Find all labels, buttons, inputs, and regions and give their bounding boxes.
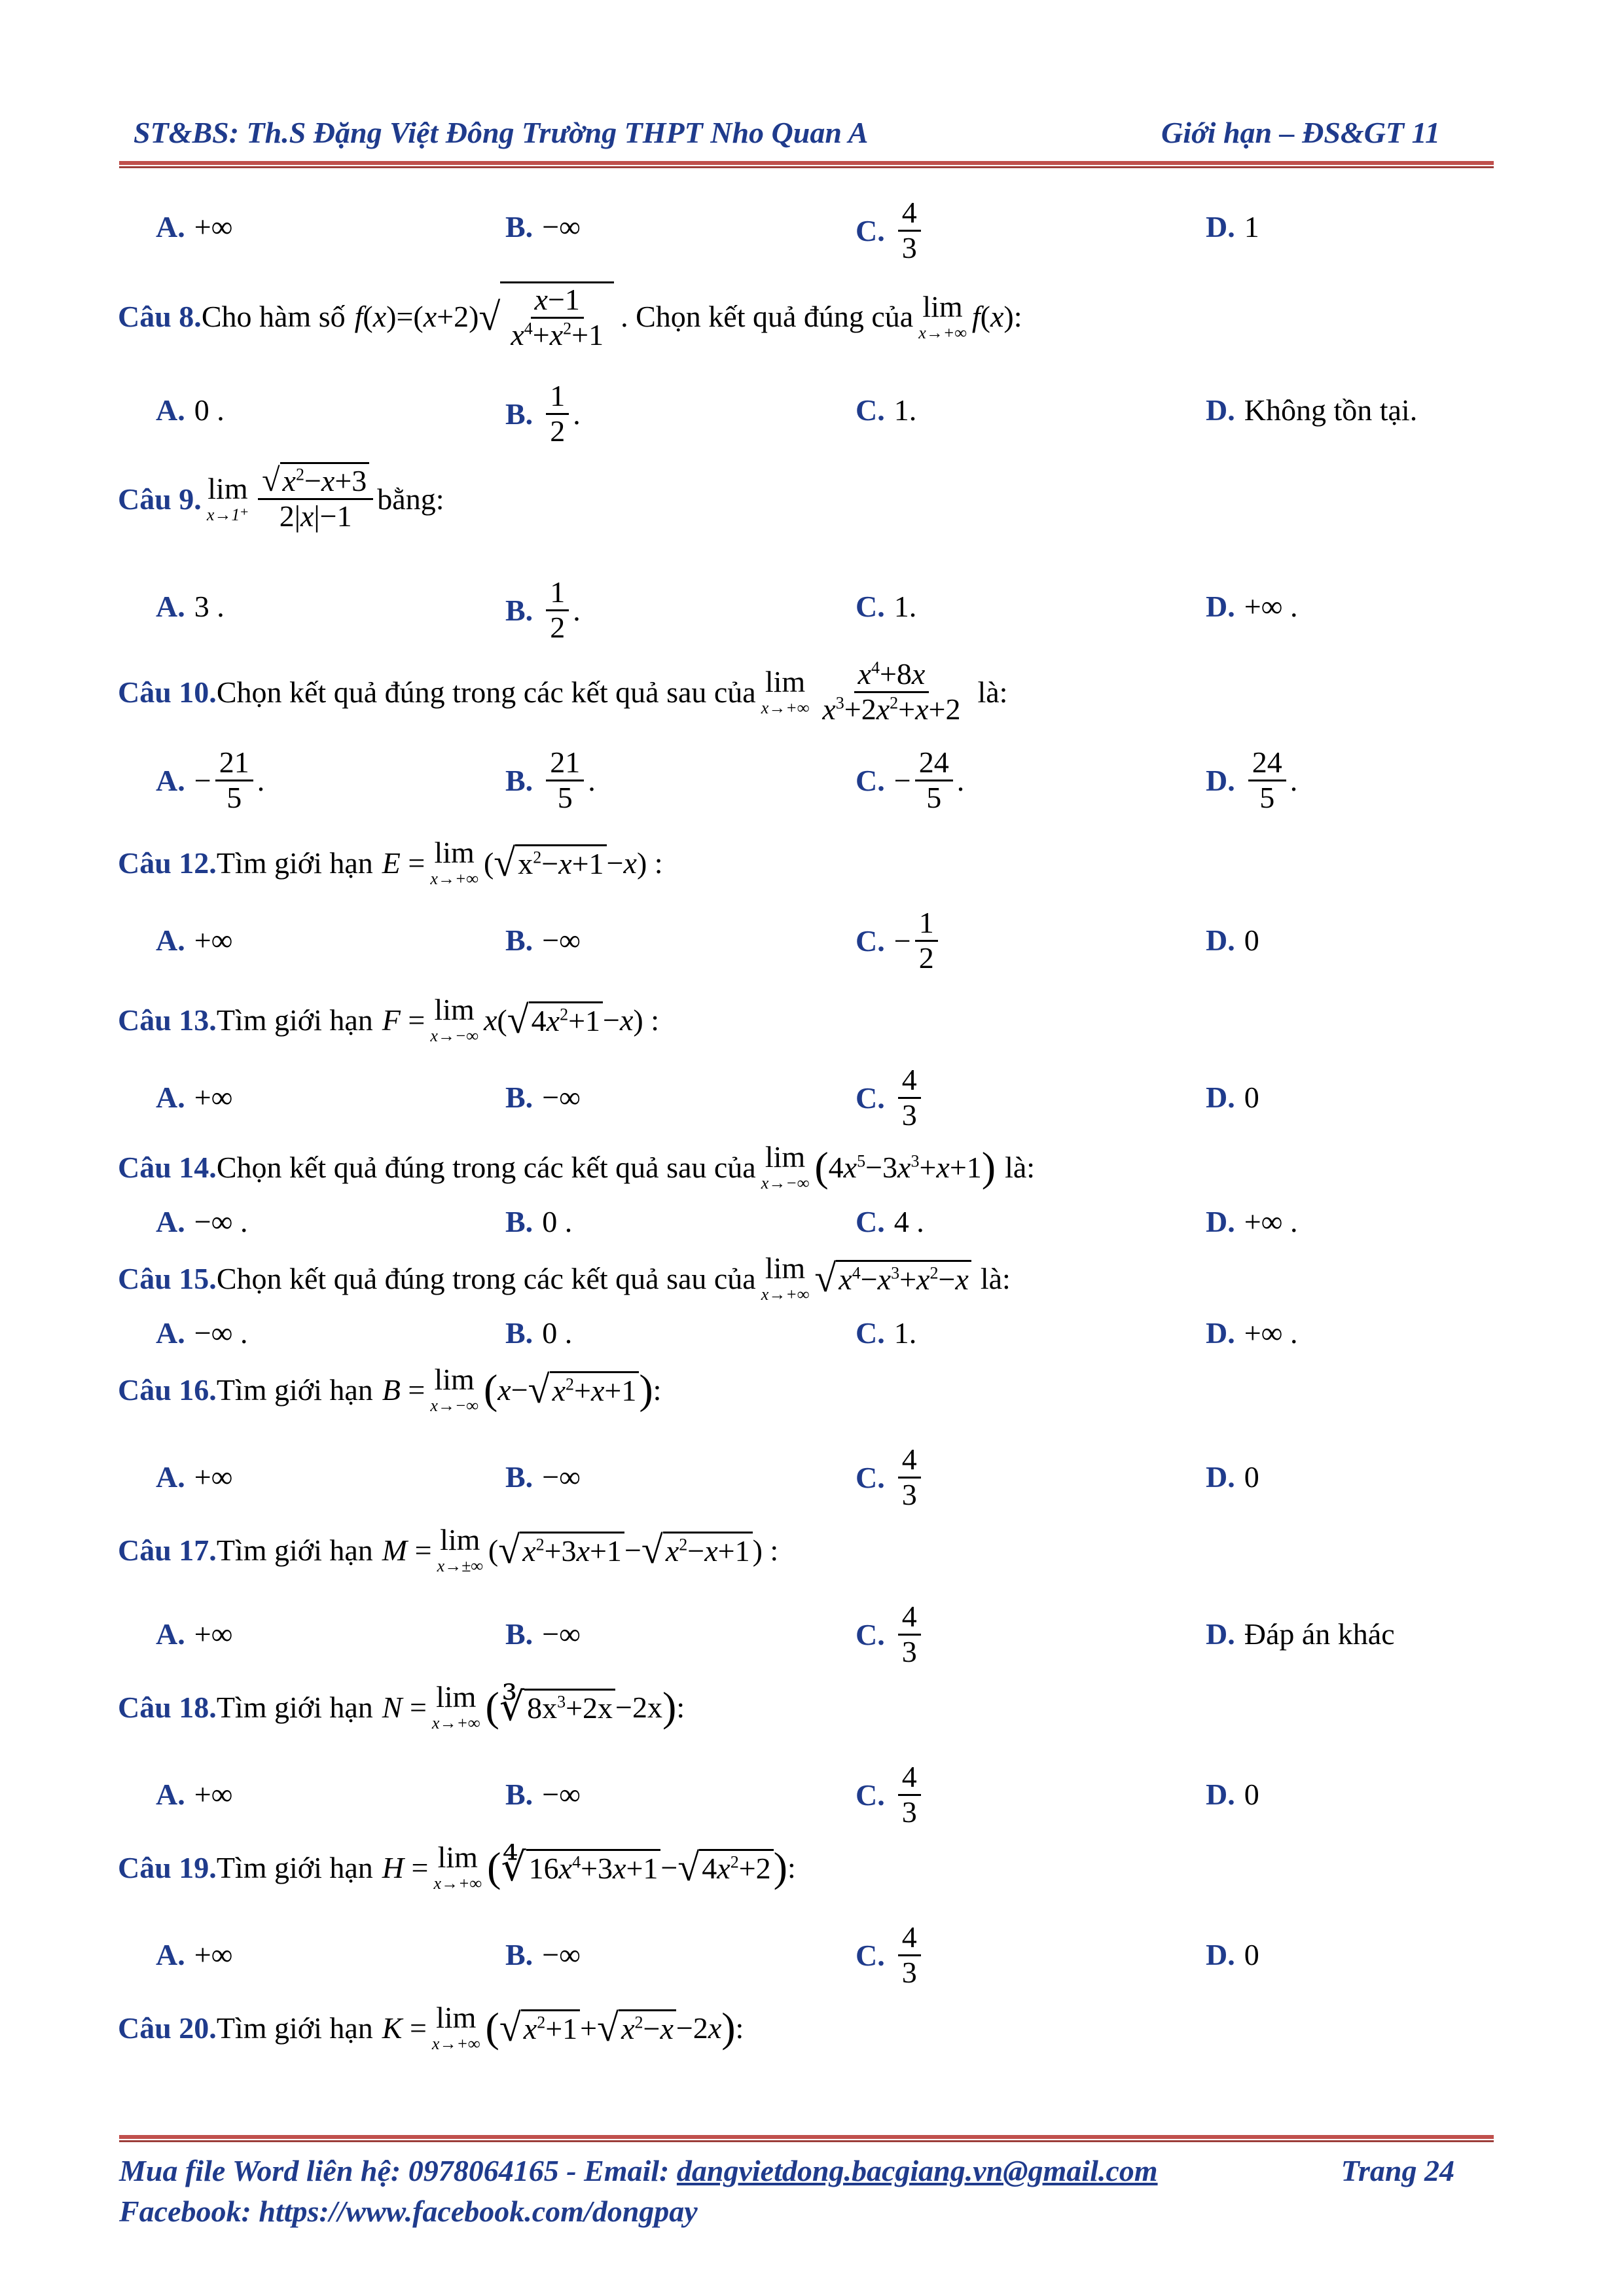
question-17: Câu 17. Tìm giới hạn M = lim x→±∞ ( √ $x^2+3x+1$ − √ $x^2-x+1$ ) : [118,1523,779,1575]
q17-option-c: C. $\frac{4}{3}$ [856,1600,925,1668]
q18-option-d: D. 0 [1206,1778,1259,1811]
page-number: Trang 24 [1341,2154,1454,2187]
q19-option-a: A. +∞ [156,1938,233,1971]
footer-rule [119,2135,1494,2139]
q10-option-c: C. − $\frac{24}{5}$ . [856,745,965,814]
q17-option-b: B. −∞ [505,1617,581,1651]
q12-option-c: C. − $\frac{1}{2}$ [856,906,942,975]
question-14: Câu 14. Chọn kết quả đúng trong các kết quả sau của lim x→−∞ ( $4x^5-3x^3+x+1$ ) là: [118,1140,1036,1193]
question-8: Câu 8. Cho hàm số f(x)=(x+2) √ $\frac{x-1}{x^4+x^2+1}$ . Chọn kết quả đúng của lim x→+∞ f(x): [118,283,1022,351]
q10-option-a: A. − $\frac{21}{5}$ . [156,745,265,814]
q9-option-c: C. 1. [856,590,917,623]
q9-option-a: A. 3 . [156,590,225,623]
q16-option-c: C. $\frac{4}{3}$ [856,1443,925,1511]
q9-option-d: D. +∞ . [1206,590,1298,623]
q19-option-d: D. 0 [1206,1938,1259,1971]
q13-option-b: B. −∞ [505,1081,581,1114]
question-13: Câu 13. Tìm giới hạn F = lim x→−∞ x ( √ $4x^2+1$ −x) : [118,993,660,1045]
q9-option-b: B. $\frac{1}{2}$ . [505,575,581,644]
q15-option-a: A. −∞ . [156,1316,248,1350]
q18-option-a: A. +∞ [156,1778,233,1811]
footer-email-link[interactable]: dangvietdong.bacgiang.vn@gmail.com [676,2154,1158,2187]
q14-option-a: A. −∞ . [156,1205,248,1238]
q7-option-d: D. 1 [1206,210,1259,243]
q15-option-d: D. +∞ . [1206,1316,1298,1350]
q7-option-c: C. $\frac{4}{3}$ [856,196,925,264]
header-left: ST&BS: Th.S Đặng Việt Đông Trường THPT Nho Quan A [134,116,869,149]
q15-option-b: B. 0 . [505,1316,573,1350]
q16-option-b: B. −∞ [505,1460,581,1494]
header-rule [119,161,1494,165]
page-header [119,111,1466,157]
question-16: Câu 16. Tìm giới hạn B = lim x→−∞ ( x − √ $x^2+x+1$ ) : [118,1363,662,1415]
q7-option-a: A. +∞ [156,210,233,243]
q17-option-a: A. +∞ [156,1617,233,1651]
q7-option-b: B. −∞ [505,210,581,243]
question-15: Câu 15. Chọn kết quả đúng trong các kết quả sau của lim x→+∞ √ $x^4-x^3+x^2-x$ là: [118,1251,1011,1304]
q13-option-d: D. 0 [1206,1081,1259,1114]
footer-facebook-link[interactable]: Facebook: https://www.facebook.com/dongpay [119,2195,698,2228]
q12-option-d: D. 0 [1206,924,1259,957]
q8-option-d: D. Không tồn tại. [1206,393,1418,427]
q14-option-d: D. +∞ . [1206,1205,1298,1238]
q19-option-c: C. $\frac{4}{3}$ [856,1921,925,1989]
q18-option-b: B. −∞ [505,1778,581,1811]
q10-option-b: B. $\frac{21}{5}$ . [505,745,596,814]
q13-option-c: C. $\frac{4}{3}$ [856,1064,925,1132]
q12-option-b: B. −∞ [505,924,581,957]
q16-option-a: A. +∞ [156,1460,233,1494]
question-20: Câu 20. Tìm giới hạn K = lim x→+∞ ( √ $x^2+1$ + √ $x^2-x$ −2x ) : [118,2001,744,2053]
q8-option-b: B. $\frac{1}{2}$ . [505,379,581,448]
question-10: Câu 10. Chọn kết quả đúng trong các kết quả sau của lim x→+∞ $\frac{x^4+8x}{x^3+2x^2+x+2}$ là: [118,657,1008,726]
q19-option-b: B. −∞ [505,1938,581,1971]
q17-option-d: D. Đáp án khác [1206,1617,1395,1651]
question-18: Câu 18. Tìm giới hạn N = lim x→+∞ ( ∛ $8x^3+2x$ −2x ) : [118,1680,685,1732]
q14-option-b: B. 0 . [505,1205,573,1238]
q16-option-d: D. 0 [1206,1460,1259,1494]
q12-option-a: A. +∞ [156,924,233,957]
header-rule-thin [119,166,1494,168]
q14-option-c: C. 4 . [856,1205,924,1238]
q13-option-a: A. +∞ [156,1081,233,1114]
q18-option-c: C. $\frac{4}{3}$ [856,1761,925,1829]
question-12: Câu 12. Tìm giới hạn E = lim x→+∞ ( √ $x^2-x+1$ −x) : [118,836,663,888]
question-9: Câu 9. lim x→1⁺ $\frac{√x^2-x+3}{2|x|-1}$ bằng: [118,461,444,533]
header-right: Giới hạn – ĐS&GT 11 [1161,116,1440,149]
q8-option-a: A. 0 . [156,393,225,427]
question-19: Câu 19. Tìm giới hạn H = lim x→+∞ ( ∜ $16x^4+3x+1$ − √ $4x^2+2$ ) : [118,1840,796,1893]
q8-option-c: C. 1. [856,393,917,427]
footer-line-1: Mua file Word liên hệ: 0978064165 - Email: dangvietdong.bacgiang.vn@gmail.com Trang 24 [119,2154,1454,2187]
q15-option-c: C. 1. [856,1316,917,1350]
q10-option-d: D. $\frac{24}{5}$ . [1206,745,1298,814]
footer-rule-thin [119,2140,1494,2142]
